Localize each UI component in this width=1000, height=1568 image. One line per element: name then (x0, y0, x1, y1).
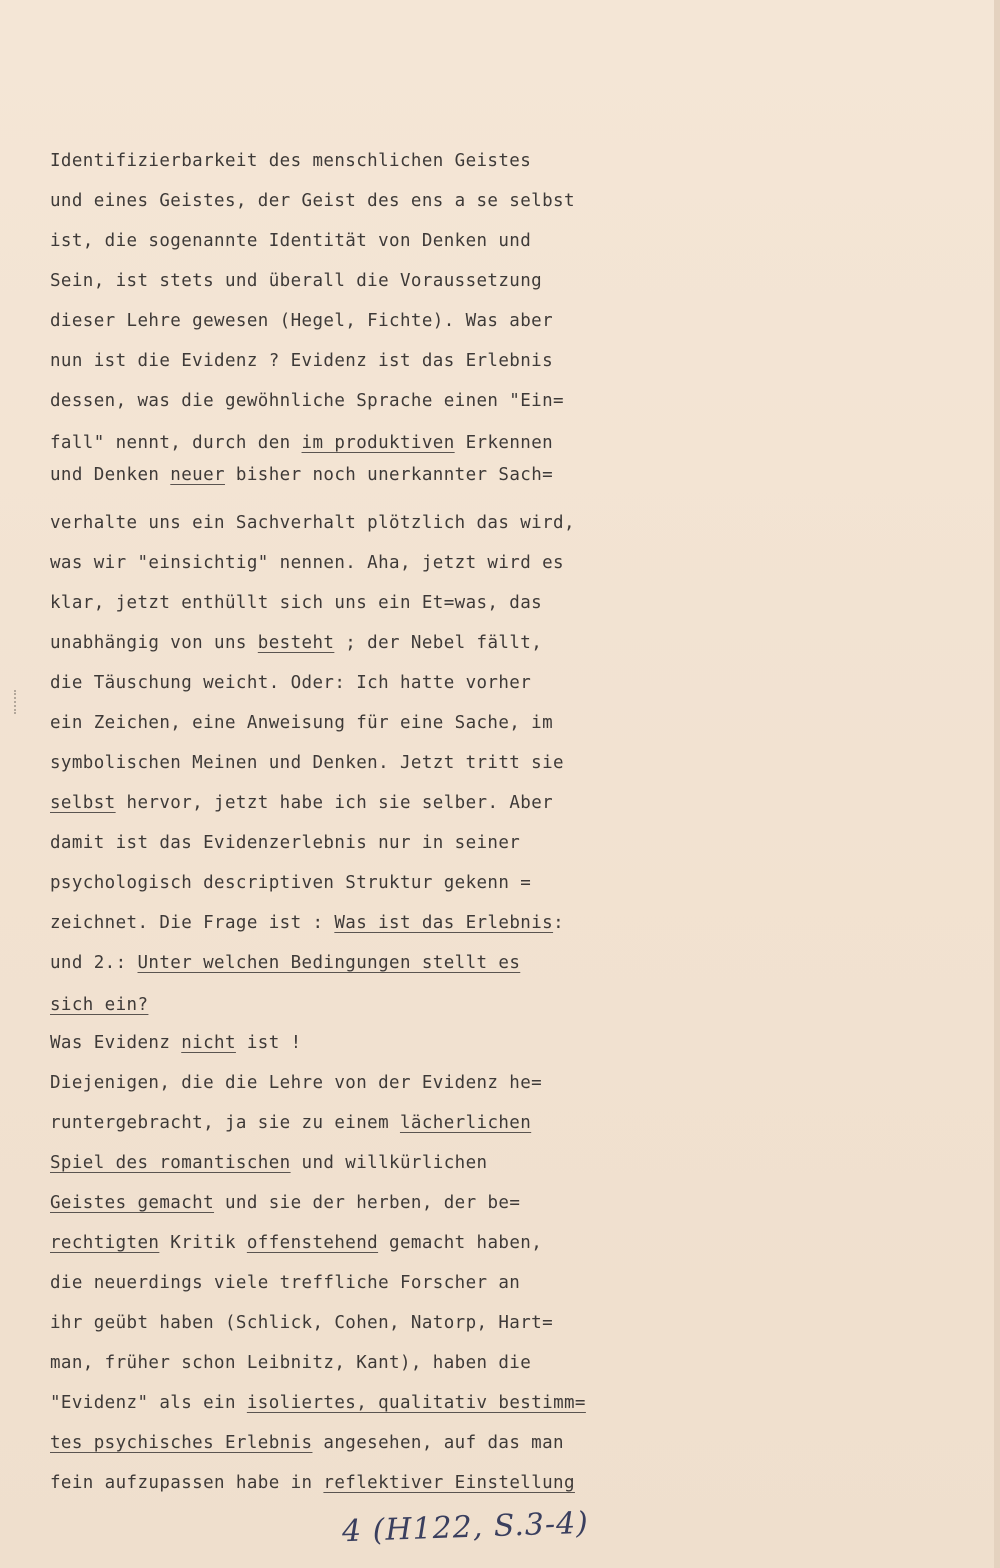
margin-mark (14, 690, 24, 714)
text-line (50, 670, 531, 696)
underlined-phrase: reflektiver Einstellung (323, 1473, 575, 1493)
underlined-phrase: isoliertes, qualitativ bestimm= (246, 1393, 586, 1413)
text-run: ; der Nebel fällt, (334, 633, 543, 653)
text-run: nun ist die Evidenz ? Evidenz ist das Erlebnis (50, 351, 554, 371)
underlined-phrase: Geistes gemacht (50, 1193, 215, 1213)
text-line (50, 268, 542, 294)
underlined-phrase: offenstehend (246, 1233, 379, 1253)
text-run: ein Zeichen, eine Anweisung für eine Sache, im (50, 713, 554, 733)
text-run: bisher noch unerkannter Sach= (224, 465, 554, 485)
text-run: damit ist das Evidenzerlebnis nur in seiner (50, 833, 521, 853)
text-line (50, 1030, 302, 1056)
text-line (50, 590, 542, 616)
text-line (50, 630, 542, 656)
text-run: Was Evidenz (50, 1033, 182, 1053)
text-line (50, 1070, 542, 1096)
text-line (50, 1230, 542, 1256)
text-run: gemacht haben, (378, 1233, 543, 1253)
text-line (50, 510, 575, 536)
text-run: was wir "einsichtig" nennen. Aha, jetzt wird es (50, 553, 564, 573)
text-run: ihr geübt haben (Schlick, Cohen, Natorp, Hart= (50, 1313, 554, 1333)
text-line (50, 430, 553, 456)
page-edge (994, 0, 1000, 1568)
text-line (50, 1190, 520, 1216)
text-run: Identifizierbarkeit des menschlichen Geistes (50, 151, 532, 171)
underlined-phrase: Unter welchen Bedingungen stellt es (137, 953, 521, 973)
text-run: Kritik (159, 1233, 247, 1253)
text-line (50, 910, 564, 936)
text-run: psychologisch descriptiven Struktur gekenn = (50, 873, 532, 893)
underlined-phrase: neuer (170, 465, 225, 485)
text-run: angesehen, auf das man (312, 1433, 564, 1453)
handwritten-folio-note: 4 (H122, S.3-4) (341, 1505, 590, 1550)
text-line (50, 1390, 586, 1416)
underlined-phrase: nicht (181, 1033, 236, 1053)
text-line (50, 188, 575, 214)
text-line (50, 462, 553, 488)
text-run: die neuerdings viele treffliche Forscher an (50, 1273, 521, 1293)
text-line (50, 148, 531, 174)
text-run: und sie der herben, der be= (214, 1193, 521, 1213)
underlined-phrase: Spiel des romantischen (50, 1153, 291, 1173)
underlined-phrase: sich ein? (50, 995, 149, 1015)
text-run: klar, jetzt enthüllt sich uns ein Et=was, das (50, 593, 543, 613)
text-line (50, 550, 564, 576)
text-run: und 2.: (50, 953, 138, 973)
text-line (50, 388, 564, 414)
underlined-phrase: rechtigten (50, 1233, 160, 1253)
text-run: und Denken (50, 465, 171, 485)
underlined-phrase: Was ist das Erlebnis (334, 913, 554, 933)
underlined-phrase: besteht (257, 633, 335, 653)
text-line (50, 228, 531, 254)
text-run: unabhängig von uns (50, 633, 258, 653)
text-run: zeichnet. Die Frage ist : (50, 913, 335, 933)
underlined-phrase: tes psychisches Erlebnis (50, 1433, 313, 1453)
text-line (50, 750, 564, 776)
text-line (50, 1110, 531, 1136)
text-line (50, 830, 520, 856)
text-run: und willkürlichen (290, 1153, 488, 1173)
text-line (50, 1150, 487, 1176)
text-run: die Täuschung weicht. Oder: Ich hatte vorher (50, 673, 532, 693)
text-line (50, 1430, 564, 1456)
text-run: verhalte uns ein Sachverhalt plötzlich das wird, (50, 513, 575, 533)
text-run: man, früher schon Leibnitz, Kant), haben die (50, 1353, 532, 1373)
underlined-phrase: lächerlichen (399, 1113, 532, 1133)
text-run: symbolischen Meinen und Denken. Jetzt tritt sie (50, 753, 564, 773)
text-line (50, 1350, 531, 1376)
text-run: ist ! (235, 1033, 302, 1053)
text-run: fein aufzupassen habe in (50, 1473, 324, 1493)
text-run: und eines Geistes, der Geist des ens a se selbst (50, 191, 575, 211)
text-line (50, 1470, 575, 1496)
text-line (50, 950, 520, 976)
text-run: dieser Lehre gewesen (Hegel, Fichte). Was aber (50, 311, 554, 331)
text-line (50, 790, 553, 816)
text-run: hervor, jetzt habe ich sie selber. Aber (115, 793, 554, 813)
text-line (50, 710, 553, 736)
text-run: ist, die sogenannte Identität von Denken und (50, 231, 532, 251)
text-run: "Evidenz" als ein (50, 1393, 247, 1413)
text-run: runtergebracht, ja sie zu einem (50, 1113, 400, 1133)
text-line (50, 870, 531, 896)
text-run: Diejenigen, die die Lehre von der Evidenz he= (50, 1073, 543, 1093)
text-line (50, 348, 553, 374)
text-line (50, 1310, 553, 1336)
text-run: Erkennen (454, 433, 554, 453)
text-line (50, 308, 553, 334)
text-line (50, 1270, 520, 1296)
text-run: : (553, 913, 564, 933)
underlined-phrase: selbst (50, 793, 116, 813)
text-run: dessen, was die gewöhnliche Sprache einen "Ein= (50, 391, 564, 411)
text-run: Sein, ist stets und überall die Voraussetzung (50, 271, 543, 291)
text-run: fall" nennt, durch den (50, 433, 302, 453)
text-line (50, 992, 148, 1018)
underlined-phrase: im produktiven (301, 433, 455, 453)
